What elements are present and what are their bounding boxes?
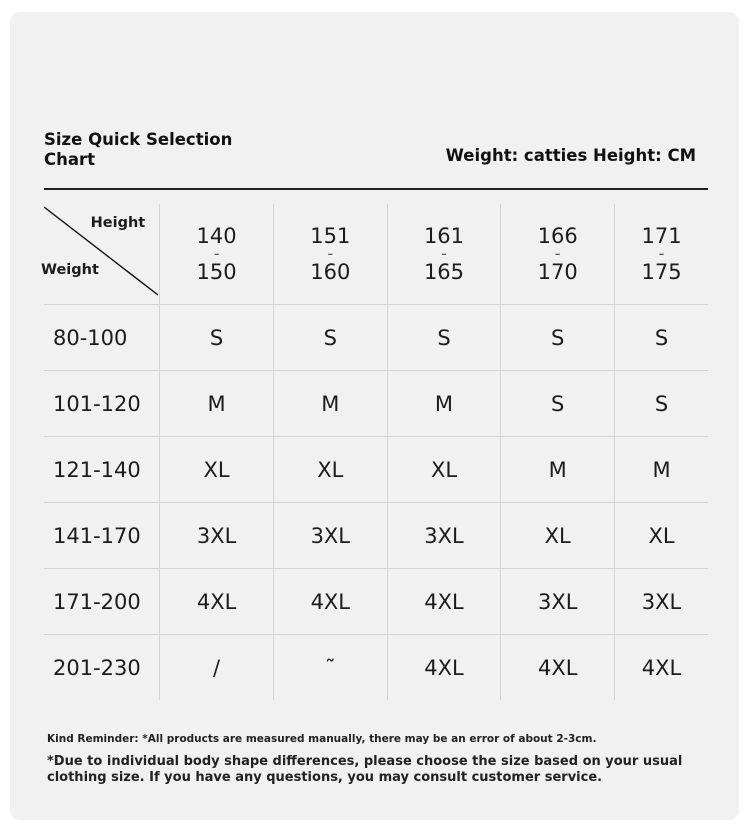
height-low: 171 bbox=[641, 224, 682, 248]
size-cell: XL bbox=[160, 437, 274, 503]
size-cell: 4XL bbox=[387, 635, 501, 701]
height-sep: - bbox=[327, 244, 334, 263]
size-cell: XL bbox=[273, 437, 387, 503]
size-cell: S bbox=[615, 305, 708, 371]
height-sep: - bbox=[213, 244, 220, 263]
chart-title: Size Quick Selection Chart bbox=[44, 130, 233, 169]
size-cell: XL bbox=[615, 503, 708, 569]
size-cell: 3XL bbox=[615, 569, 708, 635]
size-cell: 3XL bbox=[501, 569, 615, 635]
size-cell: S bbox=[387, 305, 501, 371]
corner-cell bbox=[41, 204, 160, 305]
kind-reminder: Kind Reminder: *All products are measured manually, there may be an error of about 2-3cm. bbox=[47, 733, 597, 745]
table-row bbox=[44, 503, 708, 569]
height-header bbox=[615, 204, 708, 305]
height-sep: - bbox=[658, 244, 665, 263]
size-cell: S bbox=[615, 371, 708, 437]
size-cell: S bbox=[501, 305, 615, 371]
size-cell: S bbox=[501, 371, 615, 437]
weight-range: 141-170 bbox=[44, 503, 160, 569]
height-high: 165 bbox=[423, 260, 465, 284]
size-cell: XL bbox=[387, 437, 501, 503]
height-header-row bbox=[44, 204, 708, 305]
weight-range: 121-140 bbox=[44, 437, 160, 503]
size-cell: S bbox=[160, 305, 274, 371]
size-cell: XL bbox=[501, 503, 615, 569]
height-high: 150 bbox=[196, 260, 237, 284]
size-table bbox=[41, 204, 708, 700]
size-cell: M bbox=[387, 371, 501, 437]
table-row bbox=[44, 371, 708, 437]
table-row bbox=[44, 635, 708, 701]
size-cell: ˜ bbox=[273, 635, 387, 701]
size-cell: M bbox=[273, 371, 387, 437]
table-row bbox=[44, 305, 708, 371]
size-cell: 4XL bbox=[273, 569, 387, 635]
height-axis-label: Height bbox=[90, 215, 146, 231]
height-high: 175 bbox=[641, 260, 682, 284]
height-high: 160 bbox=[310, 260, 351, 284]
height-high: 170 bbox=[537, 260, 578, 284]
size-cell: M bbox=[615, 437, 708, 503]
size-cell: 3XL bbox=[273, 503, 387, 569]
size-cell: 3XL bbox=[160, 503, 274, 569]
size-cell: 3XL bbox=[387, 503, 501, 569]
units-label: Weight: catties Height: CM bbox=[445, 146, 696, 165]
size-cell: 4XL bbox=[387, 569, 501, 635]
weight-range: 171-200 bbox=[44, 569, 160, 635]
height-low: 151 bbox=[310, 224, 351, 248]
disclaimer-note: *Due to individual body shape differences, please choose the size based on your usual clothing size. If you have any questions, you may consult customer service. bbox=[47, 754, 683, 785]
height-low: 161 bbox=[423, 224, 465, 248]
size-cell: 4XL bbox=[501, 635, 615, 701]
height-low: 140 bbox=[196, 224, 237, 248]
size-cell: 4XL bbox=[615, 635, 708, 701]
weight-axis-label: Weight bbox=[41, 262, 99, 278]
weight-range: 201-230 bbox=[44, 635, 160, 701]
size-cell: M bbox=[501, 437, 615, 503]
height-sep: - bbox=[554, 244, 561, 263]
size-cell: M bbox=[160, 371, 274, 437]
header-divider bbox=[44, 188, 708, 190]
size-cell: S bbox=[273, 305, 387, 371]
size-cell: 4XL bbox=[160, 569, 274, 635]
table-row bbox=[44, 569, 708, 635]
size-cell: / bbox=[160, 635, 274, 701]
table-row bbox=[44, 437, 708, 503]
weight-range: 80-100 bbox=[44, 305, 160, 371]
height-low: 166 bbox=[537, 224, 578, 248]
height-header bbox=[273, 204, 387, 305]
weight-range: 101-120 bbox=[44, 371, 160, 437]
height-header bbox=[501, 204, 615, 305]
height-sep: - bbox=[441, 244, 447, 263]
height-header bbox=[387, 204, 501, 305]
height-header bbox=[160, 204, 274, 305]
